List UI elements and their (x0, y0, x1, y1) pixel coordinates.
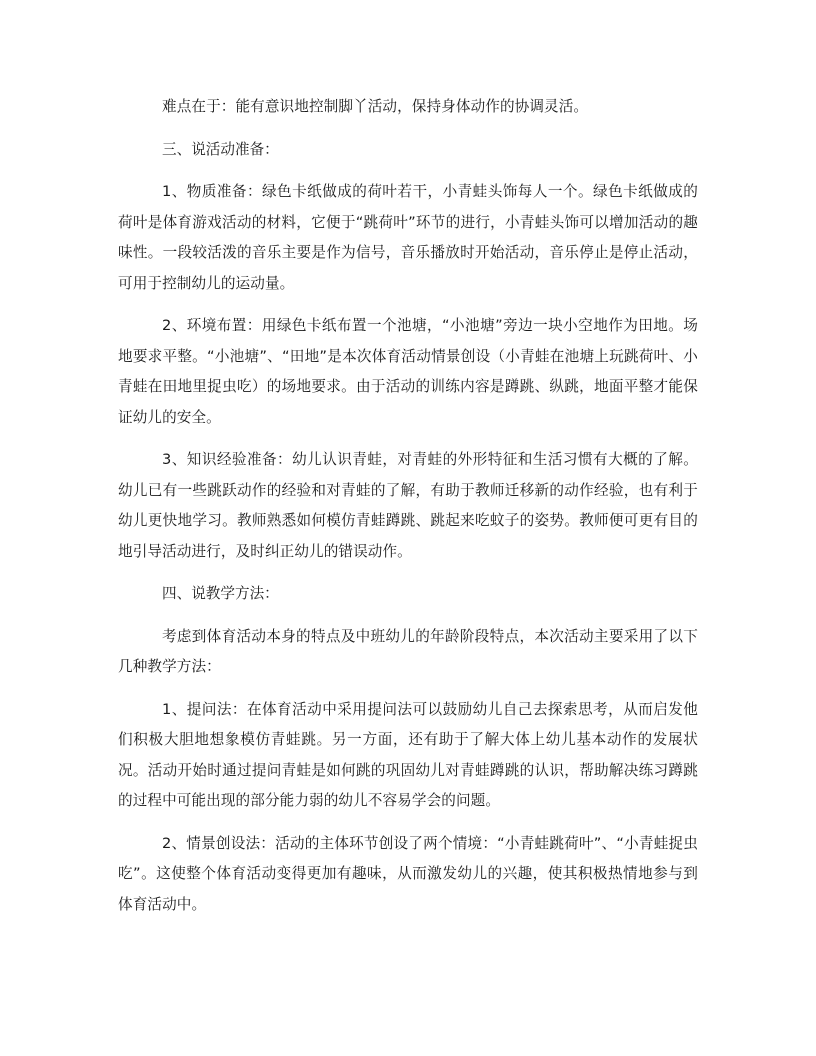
paragraph-question-method: 1、提问法：在体育活动中采用提问法可以鼓励幼儿自己去探索思考，从而启发他们积极大胆地想象模仿青蛙跳。另一方面，还有助于了解大体上幼儿基本动作的发展状况。活动开始时通过提问青蛙是如何跳的巩固幼儿对青蛙蹲跳的认识，帮助解决练习蹲跳的过程中可能出现的部分能力弱的幼儿不容易学会的问题。 (118, 700, 698, 809)
paragraph-methods-intro: 考虑到体育活动本身的特点及中班幼儿的年龄阶段特点，本次活动主要采用了以下几种教学方法： (118, 627, 698, 675)
paragraph-material-preparation: 1、物质准备：绿色卡纸做成的荷叶若干，小青蛙头饰每人一个。绿色卡纸做成的荷叶是体育游戏活动的材料，它便于“跳荷叶”环节的进行，小青蛙头饰可以增加活动的趣味性。一段较活泼的音乐主要是作为信号，音乐播放时开始活动，音乐停止是停止活动，可用于控制幼儿的运动量。 (118, 183, 698, 292)
document-body (118, 92, 698, 932)
paragraph-difficulty: 难点在于：能有意识地控制脚丫活动，保持身体动作的协调灵活。 (162, 98, 589, 115)
paragraph-scenario-method: 2、情景创设法：活动的主体环节创设了两个情境：“小青蛙跳荷叶”、“小青蛙捉虫吃”。这使整个体育活动变得更加有趣味，从而激发幼儿的兴趣，使其积极热情地参与到体育活动中。 (118, 834, 698, 913)
section-heading-activity-preparation: 三、说活动准备： (162, 140, 279, 158)
paragraph-environment-setup: 2、环境布置：用绿色卡纸布置一个池塘，“小池塘”旁边一块小空地作为田地。场地要求平整。“小池塘”、“田地”是本次体育活动情景创设（小青蛙在池塘上玩跳荷叶、小青蛙在田地里捉虫吃）的场地要求。由于活动的训练内容是蹲跳、纵跳，地面平整才能保证幼儿的安全。 (118, 317, 698, 426)
paragraph-knowledge-preparation: 3、知识经验准备：幼儿认识青蛙，对青蛙的外形特征和生活习惯有大概的了解。幼儿已有一些跳跃动作的经验和对青蛙的了解，有助于教师迁移新的动作经验，也有利于幼儿更快地学习。教师熟悉如何模仿青蛙蹲跳、跳起来吃蚊子的姿势。教师便可更有目的地引导活动进行，及时纠正幼儿的错误动作。 (118, 451, 698, 560)
section-heading-teaching-methods: 四、说教学方法： (162, 585, 279, 602)
